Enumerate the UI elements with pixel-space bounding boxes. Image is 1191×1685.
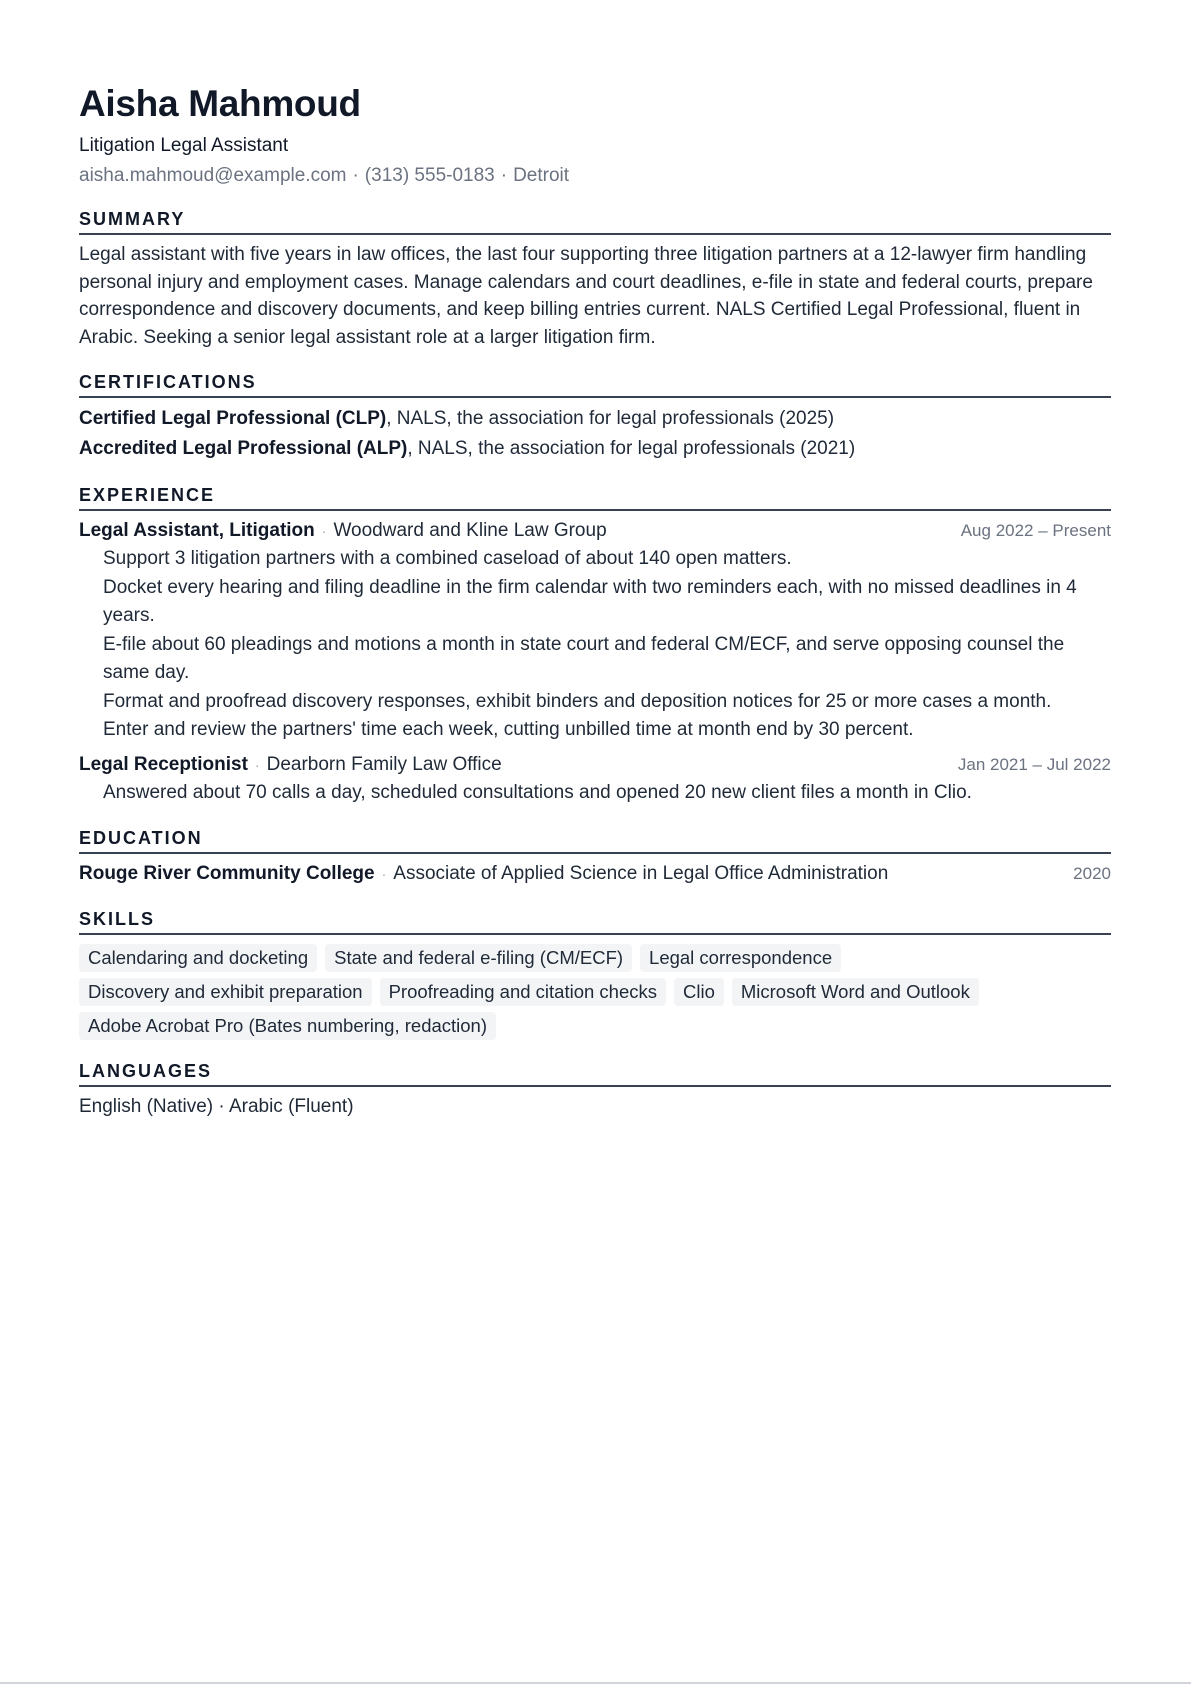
skill-chip: Discovery and exhibit preparation	[79, 978, 372, 1006]
section-title-education: EDUCATION	[79, 827, 1111, 854]
job-separator: ·	[254, 756, 260, 773]
education-section	[79, 827, 1111, 888]
candidate-headline: Litigation Legal Assistant	[79, 135, 289, 156]
job-bullet: Enter and review the partners' time each week, cutting unbilled time at month end by 30 percent.	[103, 719, 914, 740]
contact-line	[79, 164, 1111, 188]
job-bullet: Docket every hearing and filing deadline in the firm calendar with two reminders each, with no missed deadlines in 4 years.	[103, 576, 1077, 626]
certification-item	[79, 434, 1111, 464]
skill-chip: Proofreading and citation checks	[380, 978, 666, 1006]
job-bullet: Support 3 litigation partners with a combined caseload of about 140 open matters.	[103, 548, 792, 569]
skill-chip: Clio	[674, 978, 724, 1006]
job-entry	[79, 517, 1111, 745]
certification-name: Accredited Legal Professional (ALP)	[79, 438, 408, 459]
skill-chip: Microsoft Word and Outlook	[732, 978, 979, 1006]
job-bullets	[79, 545, 1111, 745]
page-bottom-edge	[0, 1682, 1191, 1684]
contact-separator: ·	[500, 165, 508, 186]
skill-chip: Adobe Acrobat Pro (Bates numbering, redaction)	[79, 1012, 496, 1040]
resume-page	[79, 82, 1111, 1121]
summary-section	[79, 208, 1111, 351]
job-title: Legal Receptionist	[79, 753, 248, 775]
contact-phone: (313) 555-0183	[364, 165, 495, 186]
job-header	[79, 517, 1111, 545]
skills-section	[79, 908, 1111, 1040]
section-title-skills: SKILLS	[79, 908, 1111, 935]
job-bullets	[79, 779, 1111, 808]
job-bullet: Answered about 70 calls a day, scheduled consultations and opened 20 new client files a month in Clio.	[103, 781, 972, 803]
job-company: Dearborn Family Law Office	[266, 753, 502, 775]
contact-email: aisha.mahmoud@example.com	[79, 165, 347, 186]
job-separator: ·	[321, 523, 327, 539]
job-dates: Jan 2021 – Jul 2022	[957, 754, 1111, 774]
certification-item	[79, 404, 1111, 434]
candidate-name: Aisha Mahmoud	[79, 83, 361, 124]
certification-detail: , NALS, the association for legal professionals (2021)	[407, 438, 856, 459]
contact-location: Detroit	[513, 165, 570, 186]
certifications-section	[79, 371, 1111, 464]
education-school: Rouge River Community College	[79, 863, 375, 884]
education-degree: Associate of Applied Science in Legal Office Administration	[393, 863, 889, 884]
languages-section	[79, 1060, 1111, 1121]
experience-section	[79, 484, 1111, 807]
education-year: 2020	[1073, 864, 1111, 883]
skills-list	[79, 941, 1111, 1040]
job-company: Woodward and Kline Law Group	[333, 520, 607, 541]
education-separator: ·	[381, 866, 387, 882]
section-title-experience: EXPERIENCE	[79, 484, 1111, 511]
education-entry	[79, 860, 1111, 888]
job-entry	[79, 751, 1111, 808]
job-bullet: Format and proofread discovery responses, exhibit binders and deposition notices for 25 or more cases a month.	[103, 690, 1052, 712]
section-title-languages: LANGUAGES	[79, 1060, 1111, 1087]
skill-chip: Legal correspondence	[640, 944, 841, 972]
job-header	[79, 751, 1111, 779]
languages-text: English (Native) · Arabic (Fluent)	[79, 1096, 354, 1117]
summary-text: Legal assistant with five years in law offices, the last four supporting three litigation partners at a 12-lawyer firm handling personal injury and employment cases. Manage calendars and court deadlines, e-file in state and federal courts, prepare correspondence and discovery documents, and keep billing entries current. NALS Certified Legal Professional, fluent in Arabic. Seeking a senior legal assistant role at a larger litigation firm.	[79, 244, 1093, 348]
certification-detail: , NALS, the association for legal professionals (2025)	[386, 408, 835, 429]
skill-chip: Calendaring and docketing	[79, 944, 317, 972]
skill-chip: State and federal e-filing (CM/ECF)	[325, 944, 632, 972]
certification-name: Certified Legal Professional (CLP)	[79, 408, 387, 429]
job-dates: Aug 2022 – Present	[960, 521, 1111, 540]
section-title-certifications: CERTIFICATIONS	[79, 371, 1111, 398]
contact-separator: ·	[352, 165, 359, 186]
job-bullet: E-file about 60 pleadings and motions a month in state court and federal CM/ECF, and serve opposing counsel the same day.	[103, 633, 1065, 683]
section-title-summary: SUMMARY	[79, 208, 1111, 235]
job-title: Legal Assistant, Litigation	[79, 520, 315, 541]
